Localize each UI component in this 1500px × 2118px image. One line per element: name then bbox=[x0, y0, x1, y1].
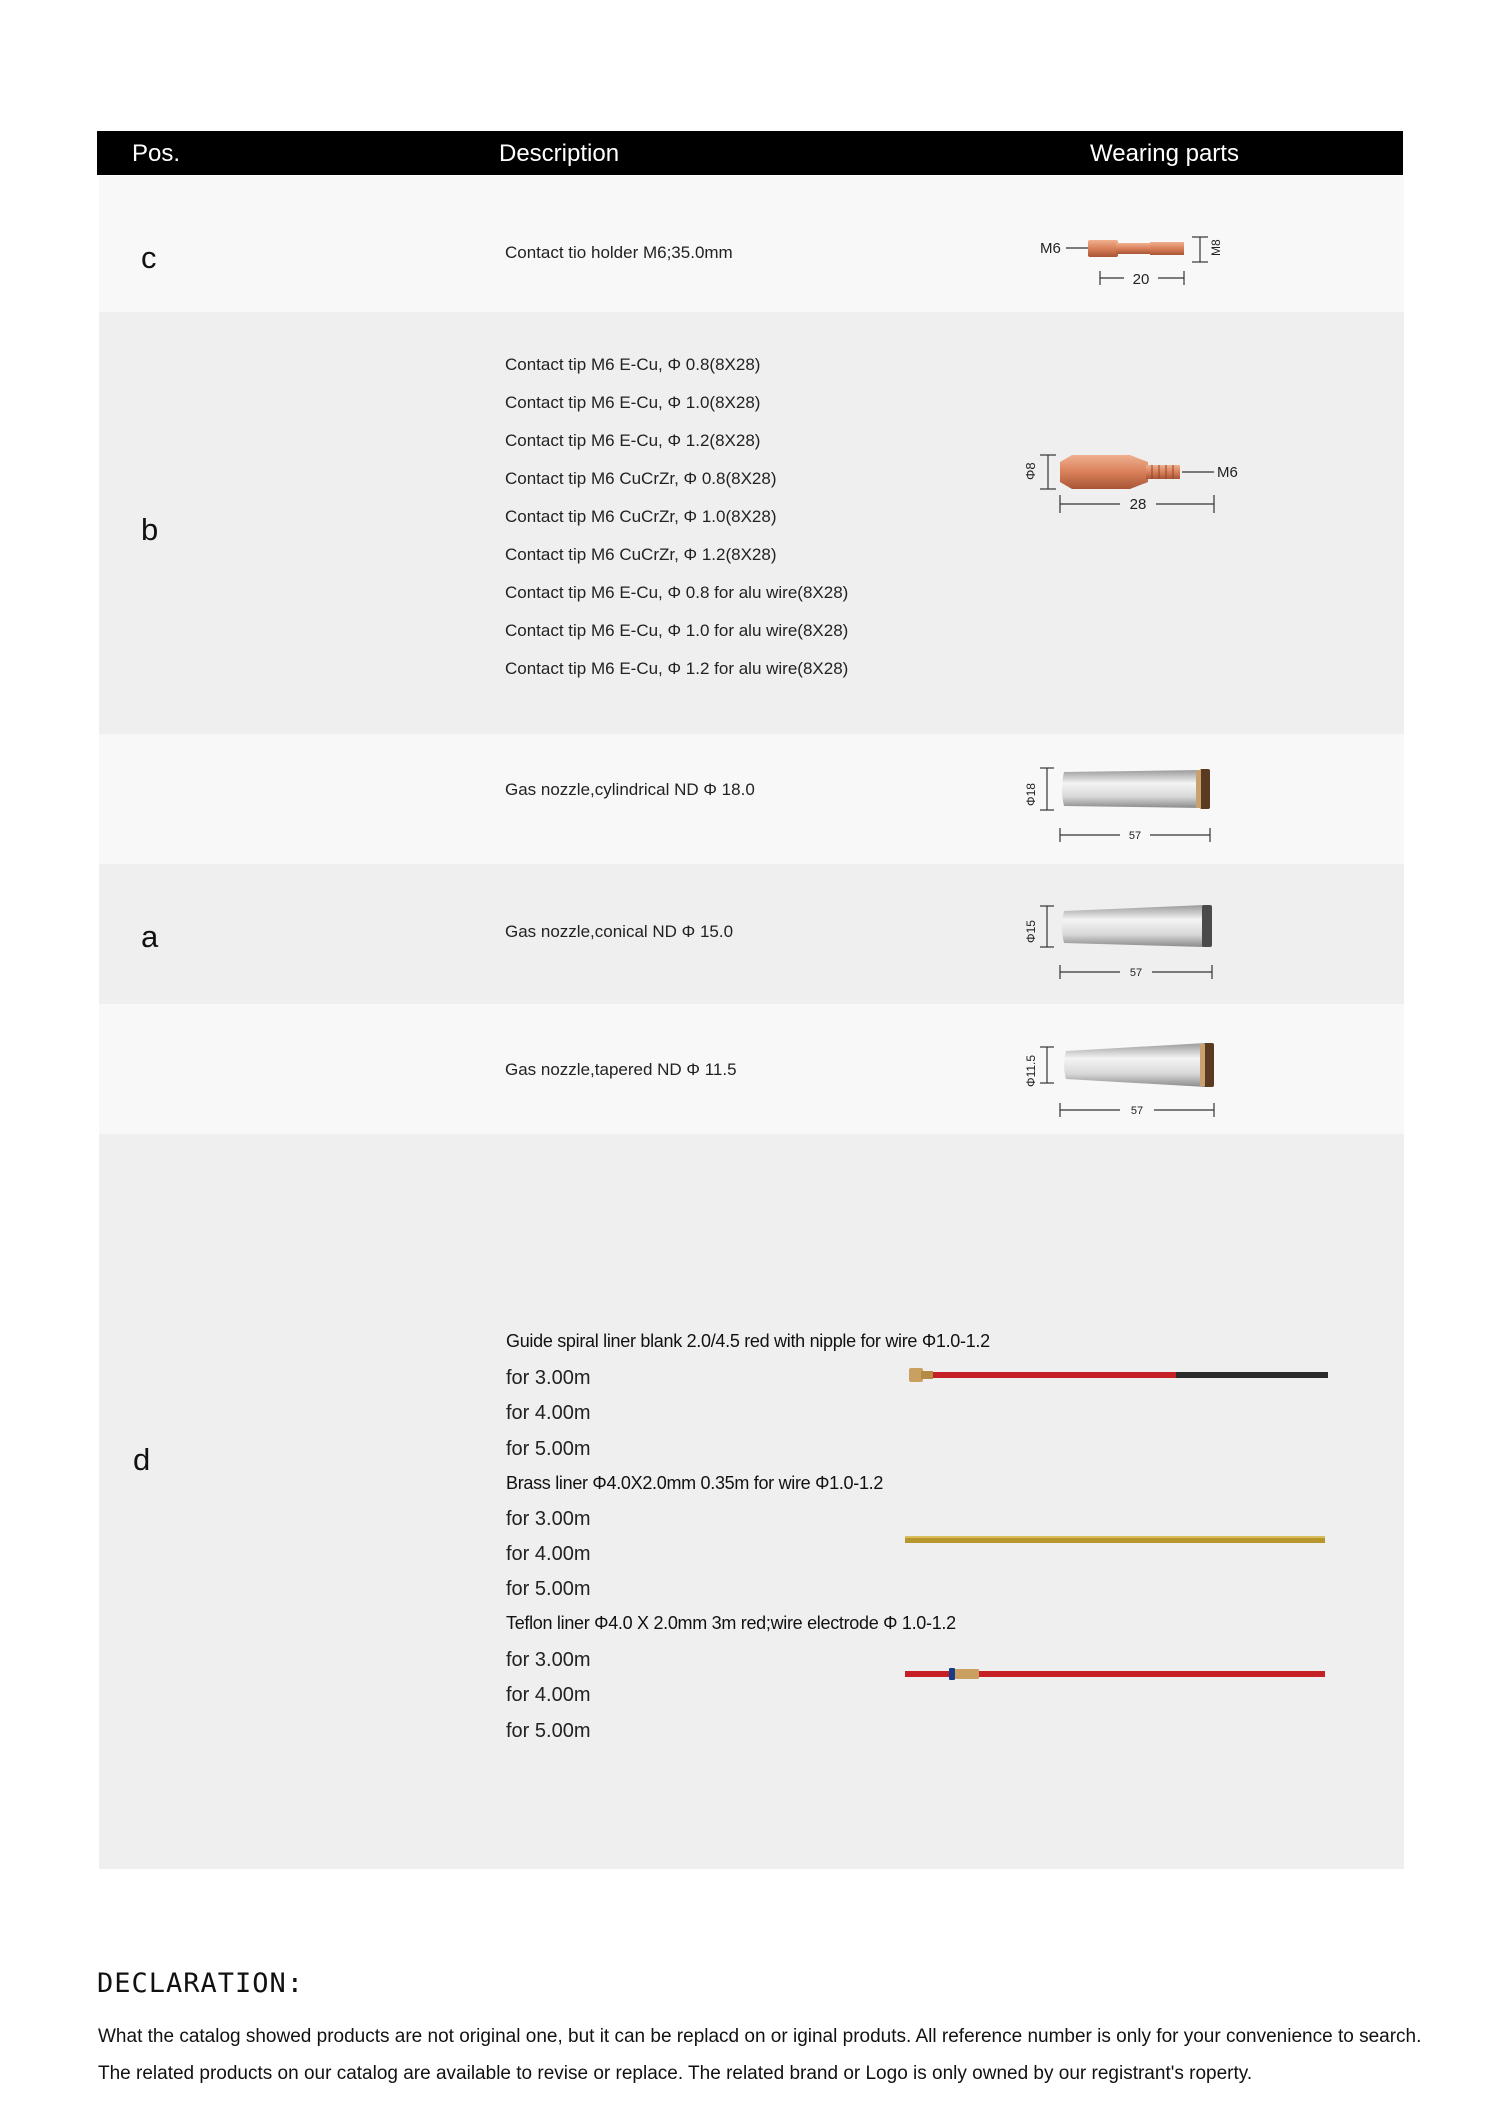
teflon-liner-image bbox=[905, 1662, 1335, 1686]
gas-nozzle-cylindrical-drawing bbox=[1020, 760, 1240, 855]
declaration-text: The related products on our catalog are available to revise or replace. The related brand or Logo is only owned by our registrant's roperty. bbox=[98, 2063, 1253, 2084]
table-row-d bbox=[99, 1134, 1404, 1869]
drawing-label: M8 bbox=[1209, 239, 1223, 256]
header-pos: Pos. bbox=[132, 140, 181, 167]
table-header bbox=[97, 131, 1403, 175]
liner-group-title: Guide spiral liner blank 2.0/4.5 red with nipple for wire Φ1.0-1.2 bbox=[506, 1331, 990, 1351]
liner-length: for 4.00m bbox=[506, 1402, 591, 1424]
liner-length: for 4.00m bbox=[506, 1543, 591, 1565]
drawing-label: 57 bbox=[1128, 830, 1142, 842]
drawing-label: Φ8 bbox=[1023, 462, 1038, 480]
description-contact-tip: Contact tip M6 CuCrZr, Φ 0.8(8X28) bbox=[505, 469, 777, 488]
pos-label-c: c bbox=[141, 240, 157, 275]
description-gas-nozzle-cylindrical: Gas nozzle,cylindrical ND Φ 18.0 bbox=[505, 780, 755, 799]
description-contact-tip-holder: Contact tio holder M6;35.0mm bbox=[505, 243, 733, 262]
contact-tip-holder-drawing bbox=[1040, 225, 1260, 305]
liner-length: for 3.00m bbox=[506, 1649, 591, 1671]
liner-length: for 5.00m bbox=[506, 1578, 591, 1600]
liner-length: for 5.00m bbox=[506, 1438, 591, 1460]
pos-label-a: a bbox=[141, 919, 159, 954]
description-gas-nozzle-conical: Gas nozzle,conical ND Φ 15.0 bbox=[505, 922, 734, 941]
description-contact-tip: Contact tip M6 E-Cu, Φ 0.8 for alu wire(8X28) bbox=[505, 583, 849, 602]
description-contact-tip: Contact tip M6 E-Cu, Φ 1.0(8X28) bbox=[505, 393, 761, 412]
description-contact-tip: Contact tip M6 E-Cu, Φ 1.0 for alu wire(8X28) bbox=[505, 621, 849, 640]
declaration-text: What the catalog showed products are not original one, but it can be replacd on or iginal produts. All reference number is only for your convenience to search. bbox=[98, 2026, 1422, 2047]
description-contact-tip: Contact tip M6 CuCrZr, Φ 1.0(8X28) bbox=[505, 507, 777, 526]
description-contact-tip: Contact tip M6 CuCrZr, Φ 1.2(8X28) bbox=[505, 545, 777, 564]
drawing-label: Φ11.5 bbox=[1024, 1054, 1038, 1087]
description-contact-tip: Contact tip M6 E-Cu, Φ 1.2(8X28) bbox=[505, 431, 761, 450]
liner-length: for 3.00m bbox=[506, 1508, 591, 1530]
drawing-label: M6 bbox=[1217, 464, 1238, 481]
contact-tip-drawing bbox=[1020, 445, 1290, 525]
declaration-title: DECLARATION: bbox=[97, 1968, 305, 1999]
drawing-label: 20 bbox=[1132, 271, 1150, 288]
brass-liner-image bbox=[905, 1530, 1335, 1550]
drawing-label: Φ15 bbox=[1024, 920, 1038, 943]
description-contact-tip: Contact tip M6 E-Cu, Φ 1.2 for alu wire(8X28) bbox=[505, 659, 849, 678]
header-description: Description bbox=[499, 140, 620, 167]
drawing-label: Φ18 bbox=[1024, 783, 1038, 806]
pos-label-b: b bbox=[141, 512, 159, 547]
guide-spiral-liner-image bbox=[905, 1360, 1335, 1390]
drawing-label: M6 bbox=[1040, 240, 1061, 257]
liner-length: for 3.00m bbox=[506, 1367, 591, 1389]
description-gas-nozzle-tapered: Gas nozzle,tapered ND Φ 11.5 bbox=[505, 1060, 737, 1079]
drawing-label: 57 bbox=[1129, 967, 1143, 979]
description-contact-tip: Contact tip M6 E-Cu, Φ 0.8(8X28) bbox=[505, 355, 761, 374]
gas-nozzle-tapered-drawing bbox=[1020, 1035, 1240, 1130]
drawing-label: 28 bbox=[1129, 496, 1147, 513]
liner-group-title: Brass liner Φ4.0X2.0mm 0.35m for wire Φ1.0-1.2 bbox=[506, 1473, 884, 1493]
header-wearing-parts: Wearing parts bbox=[1090, 140, 1239, 167]
liner-length: for 4.00m bbox=[506, 1684, 591, 1706]
liner-length: for 5.00m bbox=[506, 1720, 591, 1742]
pos-label-d: d bbox=[133, 1442, 151, 1477]
gas-nozzle-conical-drawing bbox=[1020, 897, 1240, 992]
liner-group-title: Teflon liner Φ4.0 X 2.0mm 3m red;wire electrode Φ 1.0-1.2 bbox=[506, 1613, 956, 1633]
drawing-label: 57 bbox=[1130, 1105, 1144, 1117]
